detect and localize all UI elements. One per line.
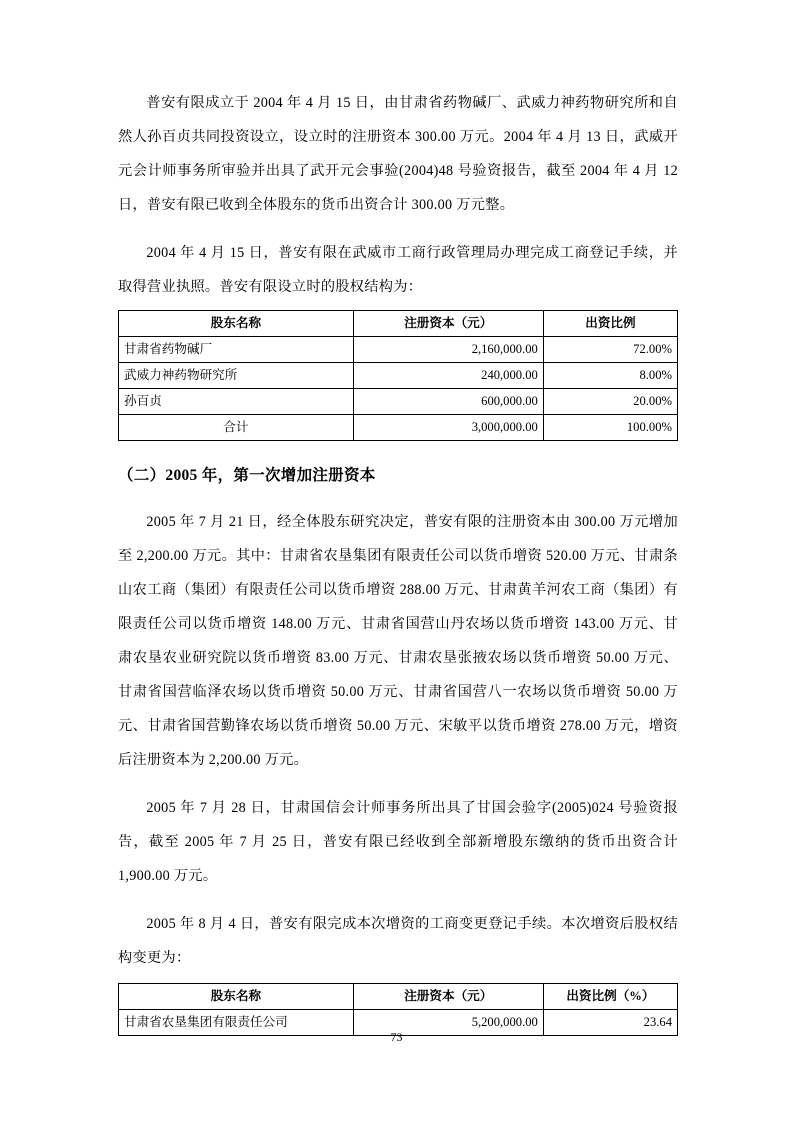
table1-header-name: 股东名称: [119, 311, 354, 337]
spacer: [118, 441, 678, 461]
table-row: [119, 337, 678, 363]
table-header-row: [119, 311, 678, 337]
table2-header-capital: 注册资本（元）: [353, 984, 543, 1010]
table1-r1-capital: 240,000.00: [353, 363, 543, 389]
table1-r2-ratio: 20.00%: [543, 389, 677, 415]
shareholding-table-1-wrapper: [118, 310, 678, 441]
table1-total-label: 合计: [119, 415, 354, 441]
table1-r2-capital: 600,000.00: [353, 389, 543, 415]
paragraph-4: 2005 年 7 月 28 日，甘肃国信会计师事务所出具了甘国会验字(2005)024 号验资报告，截至 2005 年 7 月 25 日，普安有限已经收到全部新增股东缴纳的货币出资合计 1,900.00 万元。: [118, 800, 678, 884]
table-total-row: [119, 415, 678, 441]
table2-r0-name: 甘肃省农垦集团有限责任公司: [119, 1010, 354, 1036]
shareholding-table-2: [118, 983, 678, 1036]
table1-r2-name: 孙百贞: [119, 389, 354, 415]
table1-header-capital: 注册资本（元）: [353, 311, 543, 337]
table-row: [119, 389, 678, 415]
table1-total-ratio: 100.00%: [543, 415, 677, 441]
table2-header-name: 股东名称: [119, 984, 354, 1010]
spacer: [118, 777, 678, 791]
paragraph-5: 2005 年 8 月 4 日，普安有限完成本次增资的工商变更登记手续。本次增资后股权结构变更为：: [118, 916, 678, 966]
spacer: [118, 222, 678, 236]
spacer: [118, 491, 678, 505]
section-heading: （二）2005 年，第一次增加注册资本: [118, 467, 376, 484]
shareholding-table-1: [118, 310, 678, 441]
table1-header-ratio: 出资比例: [543, 311, 677, 337]
spacer: [118, 893, 678, 907]
table1-r0-name: 甘肃省药物碱厂: [119, 337, 354, 363]
page-content: [118, 86, 678, 1036]
paragraph-2: 2004 年 4 月 15 日，普安有限在武威市工商行政管理局办理完成工商登记手续，并取得营业执照。普安有限设立时的股权结构为：: [118, 245, 678, 295]
table1-total-capital: 3,000,000.00: [353, 415, 543, 441]
page-number: 73: [390, 1030, 403, 1044]
paragraph-3: 2005 年 7 月 21 日，经全体股东研究决定，普安有限的注册资本由 300.00 万元增加至 2,200.00 万元。其中：甘肃省农垦集团有限责任公司以货币增资 520.00 万元、甘肃条山农工商（集团）有限责任公司以货币增资 288.00 万元、甘肃黄羊河农工商（集团）有限责任公司以货币增资 148.00 万元、甘肃省国营山丹农场以货币增资 143.00 万元、甘肃农垦农业研究院以货币增资 83.00 万元、甘肃农垦张掖农场以货币增资 50.00 万元、甘肃省国营临泽农场以货币增资 50.00 万元、甘肃省国营八一农场以货币增资 50.00 万元、甘肃省国营勤锋农场以货币增资 50.00 万元、宋敏平以货币增资 278.00 万元，增资后注册资本为 2,200.00 万元。: [118, 514, 678, 768]
table1-r0-capital: 2,160,000.00: [353, 337, 543, 363]
table2-header-ratio: 出资比例（%）: [543, 984, 677, 1010]
table2-r0-capital: 5,200,000.00: [353, 1010, 543, 1036]
table1-r0-ratio: 72.00%: [543, 337, 677, 363]
shareholding-table-2-wrapper: [118, 983, 678, 1036]
table1-r1-ratio: 8.00%: [543, 363, 677, 389]
table-header-row: [119, 984, 678, 1010]
table2-r0-ratio: 23.64: [543, 1010, 677, 1036]
table-row: [119, 363, 678, 389]
paragraph-1: 普安有限成立于 2004 年 4 月 15 日，由甘肃省药物碱厂、武威力神药物研究所和自然人孙百贞共同投资设立，设立时的注册资本 300.00 万元。2004 年 4 月 13 日，武威开元会计师事务所审验并出具了武开元会事验(2004)48 号验资报告，截至 2004 年 4 月 12 日，普安有限已收到全体股东的货币出资合计 300.00 万元整。: [118, 95, 678, 213]
table1-r1-name: 武威力神药物研究所: [119, 363, 354, 389]
